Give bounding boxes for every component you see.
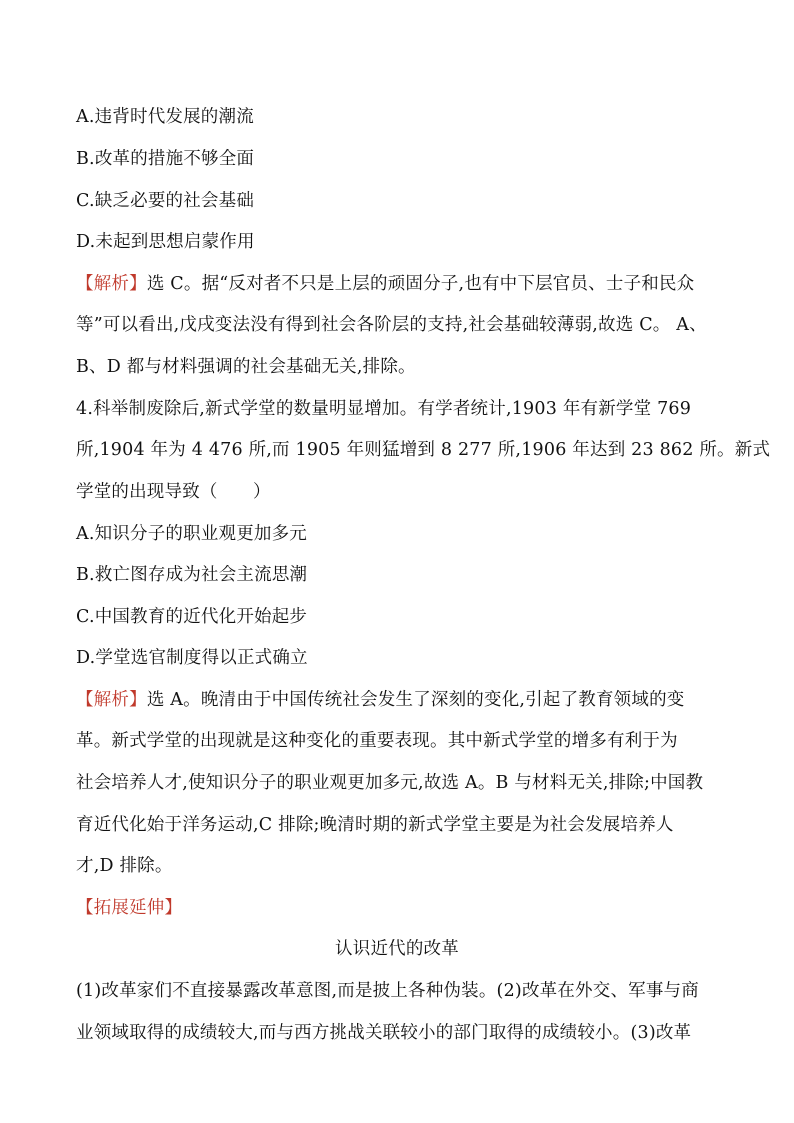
q4-stem-line-2: 所,1904 年为 4 476 所,而 1905 年则猛增到 8 277 所,1906 年达到 23 862 所。新式 xyxy=(76,440,771,460)
q3-option-b: B.改革的措施不够全面 xyxy=(76,149,255,169)
q4-analysis-text-1: 选 A。晚清由于中国传统社会发生了深刻的变化,引起了教育领域的变 xyxy=(146,690,685,710)
q3-analysis-line-1 xyxy=(76,272,726,296)
extension-line-2: 业领域取得的成绩较大,而与西方挑战关联较小的部门取得的成绩较小。(3)改革 xyxy=(76,1023,692,1043)
q4-option-a: A.知识分子的职业观更加多元 xyxy=(76,524,307,544)
extension-title: 认识近代的改革 xyxy=(335,939,459,959)
q4-analysis-line-1 xyxy=(76,688,726,712)
extension-tag: 【拓展延伸】 xyxy=(76,898,183,918)
q4-option-d: D.学堂选官制度得以正式确立 xyxy=(76,648,308,668)
q4-option-c: C.中国教育的近代化开始起步 xyxy=(76,607,308,627)
q3-analysis-line-2: 等”可以看出,戊戌变法没有得到社会各阶层的支持,社会基础较薄弱,故选 C。 A、 xyxy=(76,315,707,335)
q4-stem-line-1: 4.科举制废除后,新式学堂的数量明显增加。有学者统计,1903 年有新学堂 769 xyxy=(76,399,692,419)
q4-analysis-line-5: 才,D 排除。 xyxy=(76,856,173,876)
analysis-tag: 【解析】 xyxy=(76,274,147,294)
q3-option-d: D.未起到思想启蒙作用 xyxy=(76,232,255,252)
q3-option-a: A.违背时代发展的潮流 xyxy=(76,107,254,127)
q4-analysis-line-4: 育近代化始于洋务运动,C 排除;晚清时期的新式学堂主要是为社会发展培养人 xyxy=(76,815,674,835)
q4-option-b: B.救亡图存成为社会主流思潮 xyxy=(76,565,308,585)
q4-stem-line-3: 学堂的出现导致（ ） xyxy=(76,482,271,502)
extension-line-1: (1)改革家们不直接暴露改革意图,而是披上各种伪装。(2)改革在外交、军事与商 xyxy=(76,981,699,1001)
q4-analysis-line-3: 社会培养人才,使知识分子的职业观更加多元,故选 A。B 与材料无关,排除;中国教 xyxy=(76,773,704,793)
q3-analysis-line-3: B、D 都与材料强调的社会基础无关,排除。 xyxy=(76,357,416,377)
q3-analysis-text-1: 选 C。据“反对者不只是上层的顽固分子,也有中下层官员、士子和民众 xyxy=(146,274,695,294)
q4-analysis-line-2: 革。新式学堂的出现就是这种变化的重要表现。其中新式学堂的增多有利于为 xyxy=(76,731,678,751)
q3-option-c: C.缺乏必要的社会基础 xyxy=(76,191,255,211)
analysis-tag: 【解析】 xyxy=(76,690,147,710)
